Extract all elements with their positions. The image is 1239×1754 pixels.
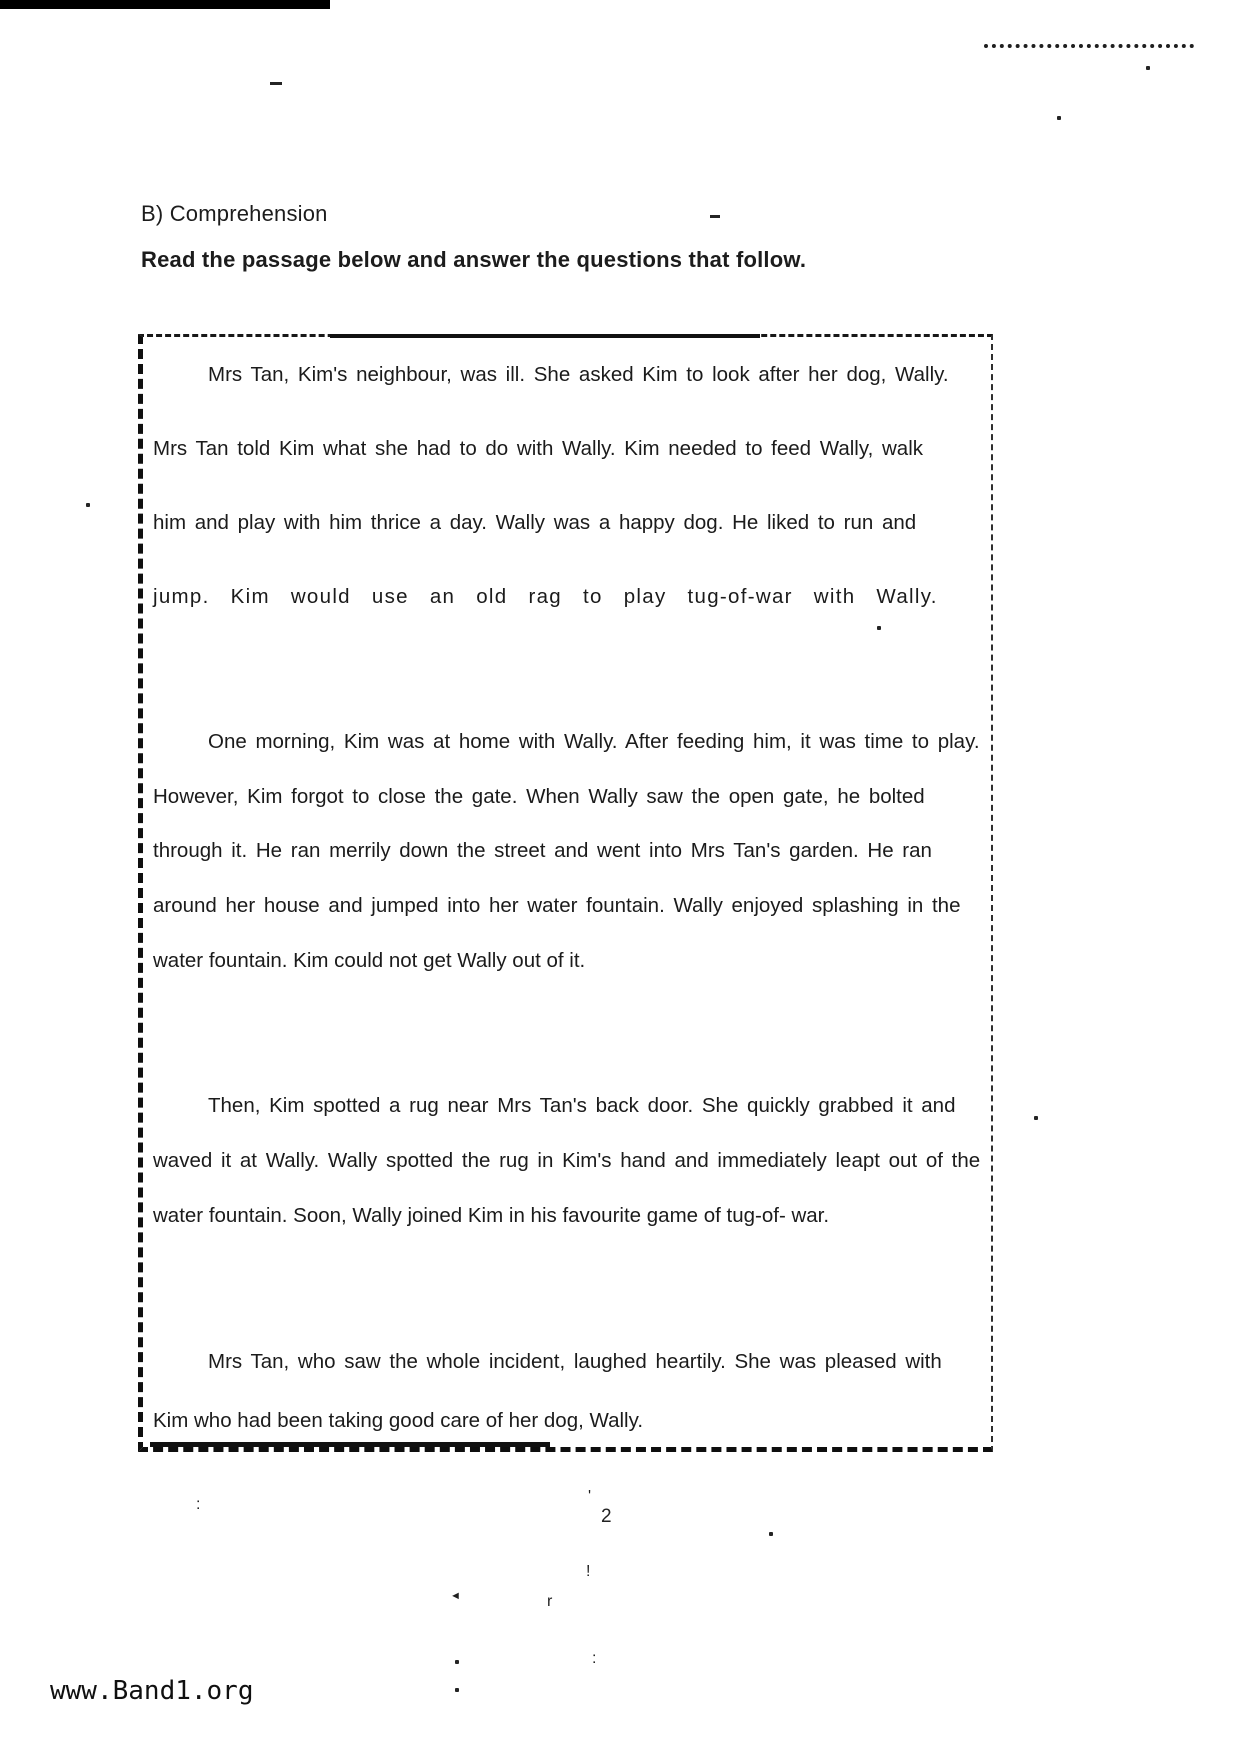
noise-mark xyxy=(455,1688,459,1692)
noise-mark: : xyxy=(196,1496,201,1513)
noise-mark xyxy=(86,503,90,507)
noise-mark xyxy=(984,44,1194,53)
passage-line: water fountain. Soon, Wally joined Kim in his favourite game of tug-of- war. xyxy=(153,1204,830,1227)
passage-line: One morning, Kim was at home with Wally. After feeding him, it was time to play. xyxy=(208,730,980,753)
noise-mark: ' xyxy=(588,1488,592,1505)
noise-mark xyxy=(1034,1116,1038,1120)
passage-box xyxy=(138,334,993,1452)
noise-mark xyxy=(0,0,330,9)
box-top-border-segment xyxy=(330,334,760,338)
noise-mark xyxy=(1057,116,1061,120)
noise-mark xyxy=(1146,66,1150,70)
noise-mark: ! xyxy=(586,1563,591,1580)
passage-line: water fountain. Kim could not get Wally out of it. xyxy=(153,949,586,972)
noise-mark: : xyxy=(592,1650,597,1667)
noise-mark xyxy=(769,1532,773,1536)
noise-mark xyxy=(710,215,720,218)
passage-line: him and play with him thrice a day. Wally was a happy dog. He liked to run and xyxy=(153,511,917,534)
noise-mark xyxy=(270,82,282,85)
instruction-text: Read the passage below and answer the questions that follow. xyxy=(141,247,807,272)
passage-line: waved it at Wally. Wally spotted the rug in Kim's hand and immediately leapt out of the xyxy=(153,1149,981,1172)
noise-mark xyxy=(455,1660,459,1664)
passage-line: Kim who had been taking good care of her dog, Wally. xyxy=(153,1409,644,1432)
box-bottom-border-segment xyxy=(150,1442,550,1447)
page-number: 2 xyxy=(601,1506,612,1527)
noise-mark xyxy=(877,626,881,630)
passage-line: Mrs Tan, Kim's neighbour, was ill. She asked Kim to look after her dog, Wally. xyxy=(208,363,949,386)
passage-line: Mrs Tan told Kim what she had to do with Wally. Kim needed to feed Wally, walk xyxy=(153,437,923,460)
noise-mark: r xyxy=(547,1593,553,1610)
passage-line: Then, Kim spotted a rug near Mrs Tan's back door. She quickly grabbed it and xyxy=(208,1094,956,1117)
website-watermark: www.Band1.org xyxy=(50,1676,254,1706)
passage-line: Mrs Tan, who saw the whole incident, laughed heartily. She was pleased with xyxy=(208,1350,942,1373)
noise-mark: ◄ xyxy=(450,1590,461,1602)
passage-line: through it. He ran merrily down the street and went into Mrs Tan's garden. He ran xyxy=(153,839,932,862)
passage-line: around her house and jumped into her water fountain. Wally enjoyed splashing in the xyxy=(153,894,961,917)
passage-line: However, Kim forgot to close the gate. When Wally saw the open gate, he bolted xyxy=(153,785,925,808)
passage-line: jump. Kim would use an old rag to play tug-of-war with Wally. xyxy=(153,585,938,608)
section-label: B) Comprehension xyxy=(141,201,328,226)
